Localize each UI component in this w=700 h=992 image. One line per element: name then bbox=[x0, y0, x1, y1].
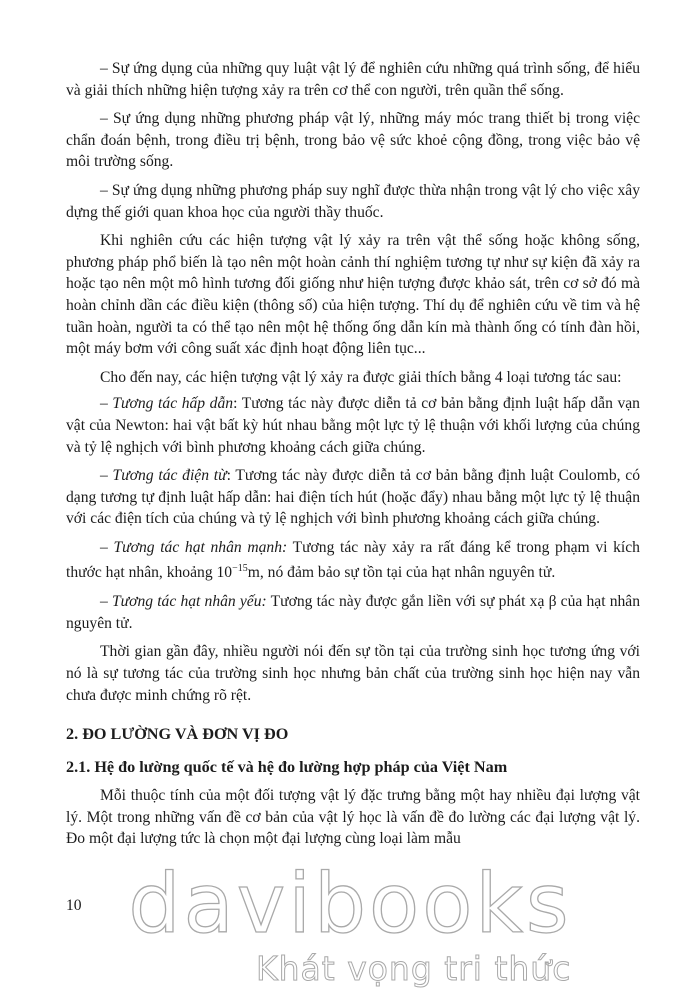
interaction-label: – Tương tác hạt nhân yếu: bbox=[100, 593, 267, 611]
paragraph-interactions-intro: Cho đến nay, các hiện tượng vật lý xảy ra được giải thích bằng 4 loại tương tác sau: bbox=[100, 368, 622, 386]
paragraph-application-thinking: – Sự ứng dụng những phương pháp suy nghĩ được thừa nhận trong vật lý cho việc xây dựng thế giới quan khoa học của người thầy thuốc. bbox=[66, 181, 640, 221]
page-number: 10 bbox=[66, 897, 82, 914]
paragraph-application-laws: – Sự ứng dụng của những quy luật vật lý để nghiên cứu những quá trình sống, để hiểu và giải thích những hiện tượng xảy ra trên cơ thể con người, trên quần thể sống. bbox=[66, 60, 640, 99]
interaction-text: : Tương tác này được diễn tả cơ bản bằng định luật hấp dẫn vạn vật của Newton: hai vật bất kỳ hút nhau bằng một lực tỷ lệ thuận với khối lượng của chúng và tỷ lệ nghịch với bình phương khoảng cách giữa chúng. bbox=[66, 395, 640, 456]
page-body bbox=[66, 58, 640, 857]
interaction-strong-nuclear bbox=[66, 537, 640, 584]
interaction-weak-nuclear bbox=[66, 591, 640, 634]
section-heading: 2. ĐO LƯỜNG VÀ ĐƠN VỊ ĐO bbox=[66, 725, 289, 744]
interaction-text: Tương tác này được gắn liền với sự phát xạ β của hạt nhân nguyên tử. bbox=[66, 593, 641, 632]
interaction-label: – Tương tác hấp dẫn bbox=[100, 395, 234, 413]
interaction-text: Tương tác này xảy ra rất đáng kể trong phạm vi kích thước hạt nhân, khoảng 10 bbox=[66, 538, 640, 582]
paragraph-research-method: Khi nghiên cứu các hiện tượng vật lý xảy ra trên vật thể sống hoặc không sống, phương pháp phổ biến là tạo nên một hoàn cảnh thí nghiệm tương tự như sự kiện đã xảy ra hoặc tạo nên một mô hình tương đối giống như hiện tượng được khảo sát, trên cơ sở đó mà hoàn chỉnh dần các điều kiện (thông số) của hiện tượng. Thí dụ để nghiên cứu về tim và hệ tuần hoàn, người ta có thể tạo nên một hệ thống ống dẫn kín mà thành ống có tính đàn hồi, một máy bơm với công suất xác định hoạt động liên tục... bbox=[66, 232, 640, 358]
paragraph-application-methods: – Sự ứng dụng những phương pháp vật lý, những máy móc trang thiết bị trong việc chẩn đoán bệnh, trong điều trị bệnh, trong bảo vệ sức khoẻ cộng đồng, trong việc bảo vệ môi trường sống. bbox=[66, 110, 640, 171]
interaction-gravity bbox=[66, 393, 640, 458]
exponent: −15 bbox=[232, 563, 248, 575]
paragraph-biofield: Thời gian gần đây, nhiều người nói đến sự tồn tại của trường sinh học tương ứng với nó là sự tương tác của trường sinh học nhưng bản chất của trường sinh học hiện nay vẫn chưa được minh chứng rõ rệt. bbox=[66, 643, 640, 704]
watermark-logo: davibooks bbox=[128, 857, 572, 952]
interaction-label: – Tương tác điện từ bbox=[100, 467, 227, 485]
subsection-heading: 2.1. Hệ đo lường quốc tế và hệ đo lường hợp pháp của Việt Nam bbox=[66, 758, 508, 777]
watermark-slogan: Khát vọng tri thức bbox=[256, 949, 572, 988]
interaction-text-after: m, nó đảm bảo sự tồn tại của hạt nhân nguyên tử. bbox=[247, 564, 556, 582]
interaction-label: – Tương tác hạt nhân mạnh: bbox=[100, 538, 288, 556]
paragraph-measurement: Mỗi thuộc tính của một đối tượng vật lý đặc trưng bằng một hay nhiều đại lượng vật lý. Một trong những vấn đề cơ bản của vật lý học là vấn đề đo lường các đại lượng vật lý. Đo một đại lượng tức là chọn một đại lượng cùng loại làm mẫu bbox=[66, 787, 640, 848]
interaction-text: : Tương tác này được diễn tả cơ bản bằng định luật Coulomb, có dạng tương tự định luật hấp dẫn: hai điện tích hút (hoặc đẩy) nhau bằng một lực tỷ lệ thuận với các điện tích của chúng và tỷ lệ nghịch với bình phương khoảng cách giữa chúng. bbox=[66, 467, 640, 528]
interaction-electromagnetic bbox=[66, 465, 640, 530]
